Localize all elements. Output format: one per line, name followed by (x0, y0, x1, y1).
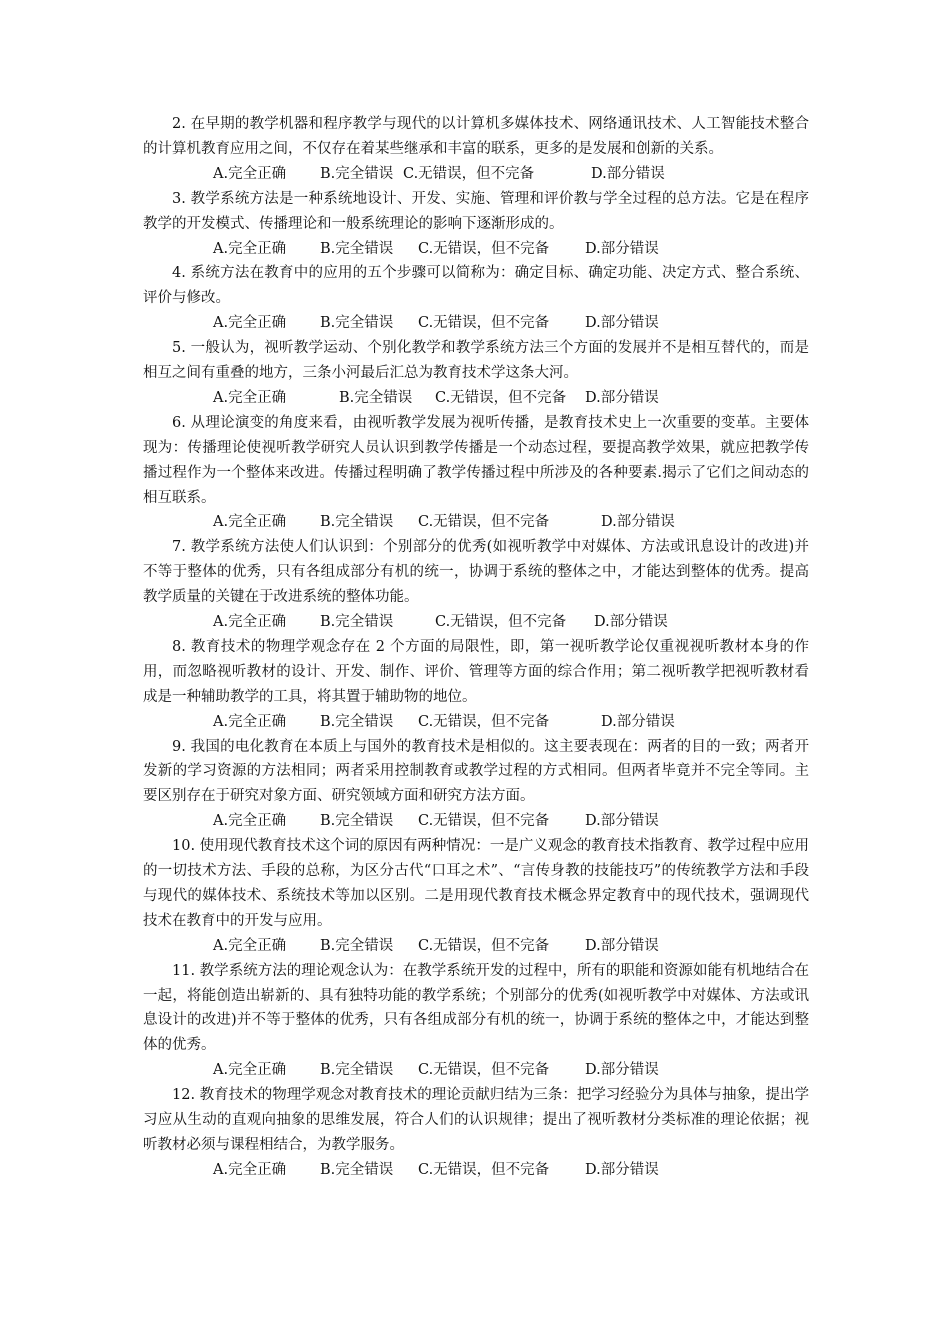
answer-option: A.完全正确 (213, 1161, 287, 1178)
answer-option: D.部分错误 (585, 315, 659, 332)
answer-option: A.完全正确 (213, 813, 287, 830)
answer-options (213, 809, 809, 834)
answer-option: D.部分错误 (585, 1062, 659, 1079)
answer-option: D.部分错误 (585, 1161, 659, 1178)
answer-option: A.完全正确 (213, 240, 287, 257)
answer-option: D.部分错误 (591, 165, 665, 182)
question-text: 12. 教育技术的物理学观念对教育技术的理论贡献归结为三条：把学习经验分为具体与抽象，提出学习应从生动的直观向抽象的思维发展，符合人们的认识规律；提出了视听教材分类标准的理论依据；视听教材必须与课程相结合，为教学服务。 (143, 1087, 809, 1153)
answer-option: D.部分错误 (601, 514, 675, 531)
question-text: 9. 我国的电化教育在本质上与国外的教育技术是相似的。这主要表现在：两者的目的一致；两者开发新的学习资源的方法相同；两者采用控制教育或教学过程的方式相同。但两者毕竟并不完全等同。主要区别存在于研究对象方面、研究领域方面和研究方法方面。 (143, 738, 809, 805)
answer-option: B.完全错误 (320, 614, 394, 631)
question-text: 5. 一般认为，视听教学运动、个别化教学和教学系统方法三个方面的发展并不是相互替代的，而是相互之间有重叠的地方，三条小河最后汇总为教育技术学这条大河。 (143, 340, 809, 382)
answer-options (213, 1058, 809, 1083)
answer-option: B.完全错误 (320, 165, 394, 182)
answer-option: A.完全正确 (213, 514, 287, 531)
answer-options (213, 934, 809, 959)
answer-options (213, 162, 809, 187)
answer-option: C.无错误，但不完备 (403, 165, 535, 182)
answer-option: B.完全错误 (320, 813, 394, 830)
question-text: 4. 系统方法在教育中的应用的五个步骤可以简称为：确定目标、确定功能、决定方式、整合系统、评价与修改。 (143, 265, 809, 307)
answer-option: D.部分错误 (585, 240, 659, 257)
answer-options (213, 311, 809, 336)
question-text: 6. 从理论演变的角度来看，由视听教学发展为视听传播，是教育技术史上一次重要的变革。主要体现为：传播理论使视听教学研究人员认识到教学传播是一个动态过程，要提高教学效果，就应把教学传播过程作为一个整体来改进。传播过程明确了教学传播过程中所涉及的各种要素.揭示了它们之间动态的相互联系。 (143, 414, 809, 506)
answer-option: B.完全错误 (320, 315, 394, 332)
answer-option: D.部分错误 (585, 937, 659, 954)
answer-option: A.完全正确 (213, 165, 287, 182)
answer-option: C.无错误，但不完备 (418, 240, 550, 257)
answer-option: A.完全正确 (213, 614, 287, 631)
answer-option: A.完全正确 (213, 1062, 287, 1079)
answer-option: D.部分错误 (585, 813, 659, 830)
answer-option: C.无错误，但不完备 (418, 813, 550, 830)
answer-option: B.完全错误 (320, 1161, 394, 1178)
question-text: 8. 教育技术的物理学观念存在 2 个方面的局限性，即，第一视听教学论仅重视视听教材本身的作用，而忽略视听教材的设计、开发、制作、评价、管理等方面的综合作用；第二视听教学把视听教材看成是一种辅助教学的工具，将其置于辅助物的地位。 (143, 638, 809, 705)
question-text: 11. 教学系统方法的理论观念认为：在教学系统开发的过程中，所有的职能和资源如能有机地结合在一起，将能创造出崭新的、具有独特功能的教学系统；个别部分的优秀(如视听教学中对媒体、方法或讯息设计的改进)并不等于整体的优秀，只有各组成部分有机的统一，协调于系统的整体之中，才能达到整体的优秀。 (143, 962, 809, 1054)
answer-option: C.无错误，但不完备 (435, 389, 567, 406)
answer-option: C.无错误，但不完备 (418, 1062, 550, 1079)
answer-option: C.无错误，但不完备 (435, 614, 567, 631)
answer-option: C.无错误，但不完备 (418, 1161, 550, 1178)
answer-option: A.完全正确 (213, 937, 287, 954)
question-text: 10. 使用现代教育技术这个词的原因有两种情况：一是广义观念的教育技术指教育、教学过程中应用的一切技术方法、手段的总称，为区分古代“口耳之术”、“言传身教的技能技巧”的传统教学方法和手段与现代的媒体技术、系统技术等加以区别。二是用现代教育技术概念界定教育中的现代技术，强调现代技术在教育中的开发与应用。 (143, 838, 809, 929)
answer-option: B.完全错误 (320, 240, 394, 257)
answer-option: A.完全正确 (213, 315, 287, 332)
answer-option: C.无错误，但不完备 (418, 514, 550, 531)
answer-option: C.无错误，但不完备 (418, 315, 550, 332)
answer-option: D.部分错误 (585, 389, 659, 406)
answer-options (213, 610, 809, 635)
document-page (143, 112, 809, 1183)
answer-option: B.完全错误 (320, 937, 394, 954)
answer-option: A.完全正确 (213, 713, 287, 730)
answer-options (213, 510, 809, 535)
answer-option: A.完全正确 (213, 389, 287, 406)
answer-option: C.无错误，但不完备 (418, 937, 550, 954)
answer-option: D.部分错误 (594, 614, 668, 631)
answer-option: B.完全错误 (320, 713, 394, 730)
answer-options (213, 1158, 809, 1183)
answer-option: B.完全错误 (339, 389, 413, 406)
answer-options (213, 237, 809, 262)
answer-options (213, 710, 809, 735)
question-text: 2. 在早期的教学机器和程序教学与现代的以计算机多媒体技术、网络通讯技术、人工智能技术整合的计算机教育应用之间，不仅存在着某些继承和丰富的联系，更多的是发展和创新的关系。 (143, 116, 809, 157)
answer-option: B.完全错误 (320, 1062, 394, 1079)
question-text: 7. 教学系统方法使人们认识到：个别部分的优秀(如视听教学中对媒体、方法或讯息设计的改进)并不等于整体的优秀，只有各组成部分有机的统一，协调于系统的整体之中，才能达到整体的优秀。提高教学质量的关键在于改进系统的整体功能。 (143, 539, 809, 606)
question-text: 3. 教学系统方法是一种系统地设计、开发、实施、管理和评价教与学全过程的总方法。它是在程序教学的开发模式、传播理论和一般系统理论的影响下逐渐形成的。 (143, 190, 809, 232)
answer-option: C.无错误，但不完备 (418, 713, 550, 730)
answer-option: B.完全错误 (320, 514, 394, 531)
answer-options (213, 386, 809, 411)
answer-option: D.部分错误 (601, 713, 675, 730)
